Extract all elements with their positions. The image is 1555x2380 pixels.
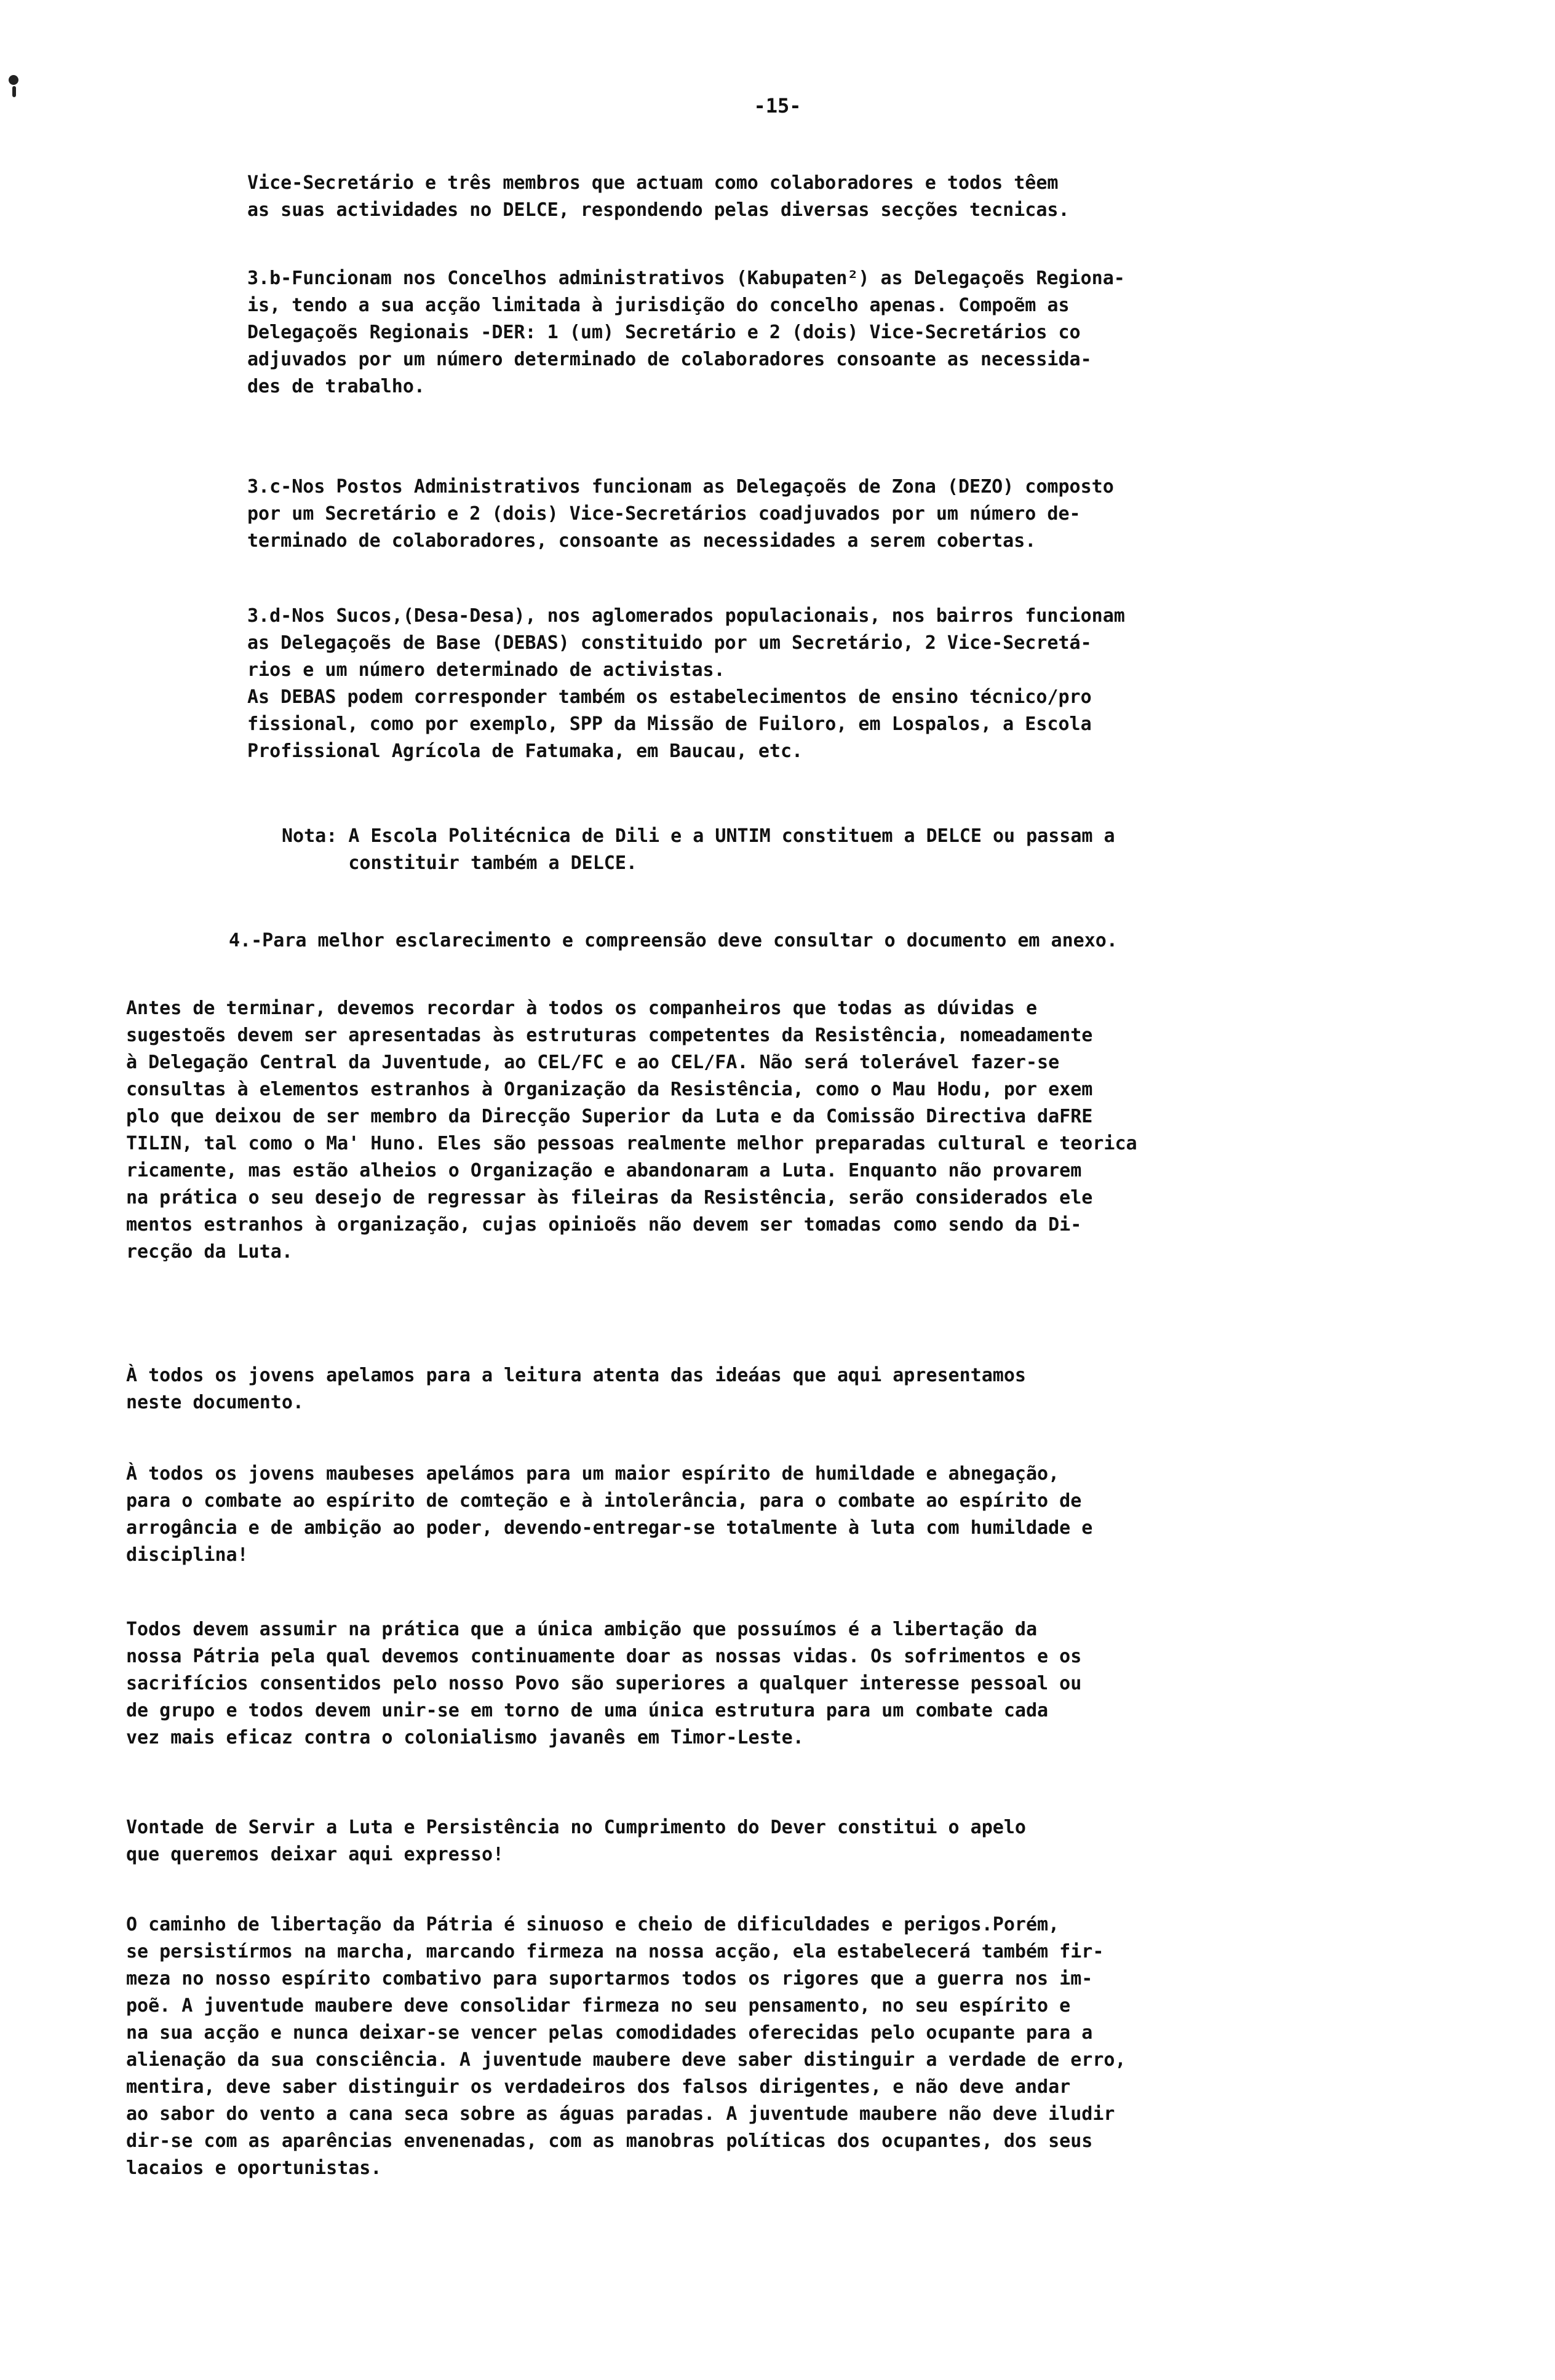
text-line: 4.-Para melhor esclarecimento e compreensão deve consultar o documento em anexo. (229, 930, 1118, 951)
text-line: ao sabor do vento a cana seca sobre as águas paradas. A juventude maubere não deve iludir (126, 2103, 1115, 2125)
text-line: rios e um número determinado de activistas. (247, 659, 725, 681)
paragraph-caminho (126, 1911, 1126, 2182)
text-top-continuation (247, 170, 1070, 224)
text-line: des de trabalho. (247, 376, 425, 397)
note (282, 823, 1115, 877)
section-3b (247, 265, 1125, 400)
text-line: TILIN, tal como o Ma' Huno. Eles são pessoas realmente melhor preparadas cultural e teorica (126, 1133, 1137, 1154)
text-line: 3.b-Funcionam nos Concelhos administrativos (Kabupaten²) as Delegaçoẽs Regiona- (247, 268, 1125, 289)
text-line: O caminho de libertação da Pátria é sinuoso e cheio de dificuldades e perigos.Porém, (126, 1914, 1060, 1935)
text-line: À todos os jovens maubeses apelámos para um maior espírito de humildade e abnegação, (126, 1463, 1060, 1485)
paragraph-todos (126, 1616, 1081, 1751)
text-line: para o combate ao espírito de comteção e à intolerância, para o combate ao espírito de (126, 1490, 1082, 1512)
text-line: alienação da sua consciência. A juventude maubere deve saber distinguir a verdade de erro, (126, 2049, 1126, 2071)
section-4 (229, 927, 1118, 954)
text-line: poẽ. A juventude maubere deve consolidar firmeza no seu pensamento, no seu espírito e (126, 1995, 1071, 2017)
text-line: na sua acção e nunca deixar-se vencer pelas comodidades oferecidas pelo ocupante para a (126, 2022, 1093, 2044)
text-line: dir-se com as aparências envenenadas, com as manobras políticas dos ocupantes, dos seus (126, 2130, 1093, 2152)
text-line: 3.d-Nos Sucos,(Desa-Desa), nos aglomerados populacionais, nos bairros funcionam (247, 605, 1125, 627)
text-line: vez mais eficaz contra o colonialismo javanês em Timor-Leste. (126, 1727, 804, 1748)
paragraph-jovens-2 (126, 1461, 1092, 1569)
text-line: ricamente, mas estão alheios o Organização e abandonaram a Luta. Enquanto não provarem (126, 1160, 1082, 1181)
text-line: 3.c-Nos Postos Administrativos funcionam as Delegaçoẽs de Zona (DEZO) composto (247, 476, 1114, 498)
text-line: fissional, como por exemplo, SPP da Missão de Fuiloro, em Lospalos, a Escola (247, 713, 1092, 735)
text-line: mentos estranhos à organização, cujas opinioẽs não devem ser tomadas como sendo da Di- (126, 1214, 1082, 1236)
paragraph-vontade (126, 1814, 1026, 1868)
text-line: Vice-Secretário e três membros que actuam como colaboradores e todos têem (247, 172, 1059, 194)
text-line: sugestoẽs devem ser apresentadas às estruturas competentes da Resistência, nomeadamente (126, 1025, 1093, 1046)
text-line: is, tendo a sua acção limitada à jurisdição do concelho apenas. Compoẽm as (247, 295, 1070, 316)
text-line: arrogância e de ambição ao poder, devendo-entregar-se totalmente à luta com humildade e (126, 1517, 1093, 1539)
text-line: de grupo e todos devem unir-se em torno de uma única estrutura para um combate cada (126, 1700, 1049, 1721)
text-line: Delegaçoẽs Regionais -DER: 1 (um) Secretário e 2 (dois) Vice-Secretários co (247, 322, 1081, 343)
text-line: nossa Pátria pela qual devemos continuamente doar as nossas vidas. Os sofrimentos e os (126, 1646, 1082, 1667)
paragraph-jovens-1 (126, 1362, 1026, 1416)
text-line: Antes de terminar, devemos recordar à todos os companheiros que todas as dúvidas e (126, 998, 1038, 1019)
text-line: Todos devem assumir na prática que a única ambição que possuímos é a libertação da (126, 1619, 1038, 1640)
text-line: as Delegaçoẽs de Base (DEBAS) constituido por um Secretário, 2 Vice-Secretá- (247, 632, 1092, 654)
section-3c (247, 474, 1114, 555)
text-line: se persistírmos na marcha, marcando firmeza na nossa acção, ela estabelecerá também fir- (126, 1941, 1104, 1962)
scan-speck (9, 75, 18, 85)
section-3d (247, 603, 1125, 765)
text-line: À todos os jovens apelamos para a leitura atenta das ideáas que aqui apresentamos (126, 1365, 1026, 1386)
text-line: adjuvados por um número determinado de colaboradores consoante as necessida- (247, 349, 1092, 370)
text-line: recção da Luta. (126, 1241, 293, 1263)
text-line: consultas à elementos estranhos à Organização da Resistência, como o Mau Hodu, por exem (126, 1079, 1093, 1100)
text-line: sacrifícios consentidos pelo nosso Povo são superiores a qualquer interesse pessoal ou (126, 1673, 1082, 1694)
text-line: mentira, deve saber distinguir os verdadeiros dos falsos dirigentes, e não deve andar (126, 2076, 1071, 2098)
text-line: terminado de colaboradores, consoante as necessidades a serem cobertas. (247, 530, 1036, 552)
text-line: por um Secretário e 2 (dois) Vice-Secretários coadjuvados por um número de- (247, 503, 1081, 525)
text-line: As DEBAS podem corresponder também os estabelecimentos de ensino técnico/pro (247, 686, 1092, 708)
text-line: constituir também a DELCE. (282, 852, 637, 874)
text-line: lacaios e oportunistas. (126, 2157, 382, 2179)
paragraph-antes (126, 995, 1137, 1266)
text-line: na prática o seu desejo de regressar às fileiras da Resistência, serão considerados ele (126, 1187, 1093, 1208)
text-line: que queremos deixar aqui expresso! (126, 1844, 504, 1865)
text-line: neste documento. (126, 1392, 304, 1413)
text-line: Profissional Agrícola de Fatumaka, em Baucau, etc. (247, 740, 803, 762)
text-line: Vontade de Servir a Luta e Persistência no Cumprimento do Dever constitui o apelo (126, 1817, 1026, 1838)
text-line: disciplina! (126, 1544, 249, 1566)
text-line: Nota: A Escola Politécnica de Dili e a UNTIM constituem a DELCE ou passam a (282, 825, 1115, 847)
text-line: à Delegação Central da Juventude, ao CEL/FC e ao CEL/FA. Não será tolerável fazer-se (126, 1052, 1060, 1073)
text-line: plo que deixou de ser membro da Direcção Superior da Luta e da Comissão Directiva daFRE (126, 1106, 1093, 1127)
text-line: meza no nosso espírito combativo para suportarmos todos os rigores que a guerra nos im- (126, 1968, 1093, 1989)
text-line: as suas actividades no DELCE, respondendo pelas diversas secções tecnicas. (247, 199, 1070, 221)
page-number: -15- (754, 94, 801, 117)
